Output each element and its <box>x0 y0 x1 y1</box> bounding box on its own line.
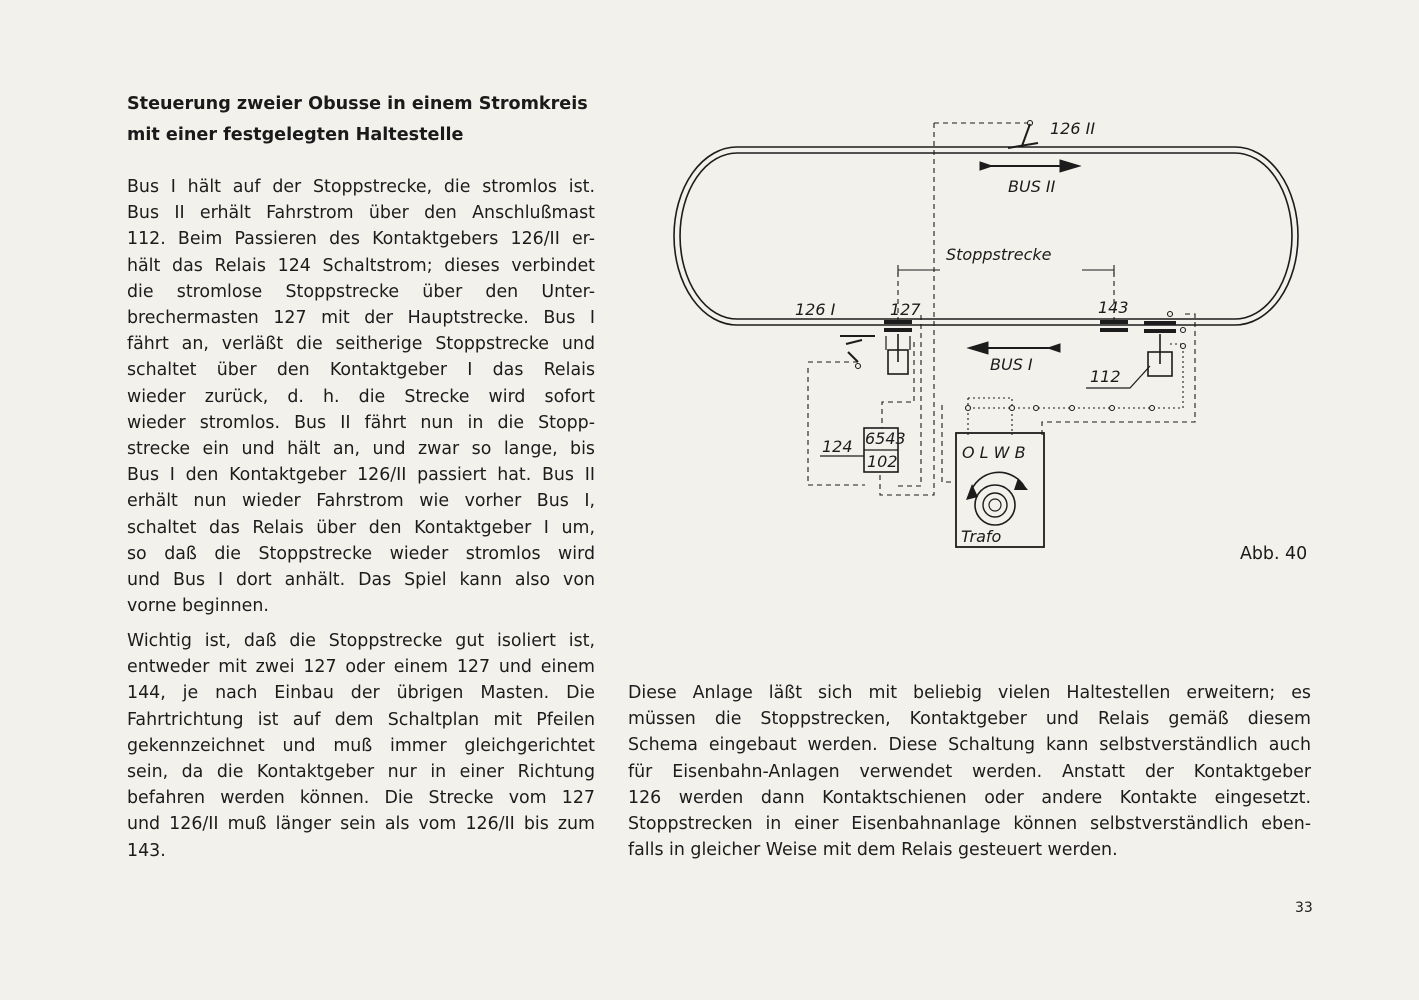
text-line: Bus II erhält Fahrstrom über den Anschlußmast <box>127 203 595 224</box>
label-126-1: 126 I <box>795 300 836 319</box>
text-line: schaltet über den Kontaktgeber I das Relais <box>127 360 595 381</box>
text-line: entweder mit zwei 127 oder einem 127 und einem <box>127 657 595 678</box>
label-124: 124 <box>822 437 853 456</box>
text-line: die stromlose Stoppstrecke über den Unter- <box>127 281 595 302</box>
text-line: Bus I den Kontaktgeber 126/II passiert hat. Bus II <box>127 465 595 486</box>
text-line: fährt an, verläßt die seitherige Stoppstrecke und <box>127 334 595 355</box>
text-line: falls in gleicher Weise mit dem Relais gesteuert werden. <box>628 840 1118 861</box>
label-112: 112 <box>1090 367 1121 386</box>
text-line: Diese Anlage läßt sich mit beliebig vielen Haltestellen erweitern; es <box>628 683 1311 703</box>
text-line: wieder zurück, d. h. die Strecke wird sofort <box>127 386 595 407</box>
text-line: Fahrtrichtung ist auf dem Schaltplan mit Pfeilen <box>127 709 595 730</box>
text-line: strecke ein und hält an, und zwar so lange, bis <box>127 439 595 460</box>
text-line: und 126/II muß länger sein als vom 126/II bis zum <box>127 814 595 835</box>
text-line: vorne beginnen. <box>127 596 269 617</box>
text-line: 143. <box>127 840 166 861</box>
mast-127 <box>884 322 912 374</box>
text-line: Bus I hält auf der Stoppstrecke, die stromlos ist. <box>127 177 595 197</box>
figure-caption: Abb. 40 <box>1240 544 1308 564</box>
text-line: Stoppstrecken in einer Eisenbahnanlage können selbstverständlich eben- <box>628 814 1311 835</box>
stoppstrecke-marker <box>898 265 1114 276</box>
text-line: brechermasten 127 mit der Hauptstrecke. Bus I <box>127 308 595 329</box>
text-line: sein, da die Kontaktgeber nur in einer Richtung <box>127 762 595 783</box>
label-olwb: O L W B <box>962 443 1026 462</box>
text-line: Schema eingebaut werden. Diese Schaltung kann selbstverständlich auch <box>628 735 1311 756</box>
contact-126-1 <box>840 336 875 362</box>
text-line: gekennzeichnet und muß immer gleichgerichtet <box>127 735 595 756</box>
text-line: erhält nun wieder Fahrstrom wie vorher Bus I, <box>127 491 595 512</box>
knob-arrows <box>966 478 1028 500</box>
text-line: Wichtig ist, daß die Stoppstrecke gut isoliert ist, <box>127 631 595 651</box>
label-trafo: Trafo <box>961 527 1002 546</box>
text-line: befahren werden können. Die Strecke vom 127 <box>127 788 595 809</box>
track-outer <box>674 147 1298 325</box>
text-line: wieder stromlos. Bus II fährt nun in die Stopp- <box>127 412 595 433</box>
text-line: für Eisenbahn-Anlagen verwendet werden. Anstatt der Kontaktgeber <box>628 761 1311 782</box>
text-line: 112. Beim Passieren des Kontaktgebers 126/II er- <box>127 229 595 250</box>
label-bus2: BUS II <box>1008 177 1056 196</box>
arrow-bus1 <box>968 342 1060 354</box>
label-143: 143 <box>1098 298 1129 317</box>
text-line: 144, je nach Einbau der übrigen Masten. Die <box>127 683 595 704</box>
heading-line-1: Steuerung zweier Obusse in einem Stromkreis <box>127 94 588 114</box>
label-102: 102 <box>867 452 898 471</box>
text-line: schaltet das Relais über den Kontaktgeber I um, <box>127 517 595 538</box>
text-line: hält das Relais 124 Schaltstrom; dieses verbindet <box>127 255 595 276</box>
text-line: so daß die Stoppstrecke wieder stromlos wird <box>127 543 595 564</box>
mast-143 <box>1100 322 1128 330</box>
text-line: und Bus I dort anhält. Das Spiel kann also von <box>127 570 595 591</box>
text-line: 126 werden dann Kontaktschienen oder andere Kontakte eingesetzt. <box>628 787 1311 808</box>
arrow-bus2 <box>980 160 1080 172</box>
label-stoppstrecke: Stoppstrecke <box>946 245 1052 264</box>
label-6543: 6543 <box>865 429 906 448</box>
label-127: 127 <box>890 300 921 319</box>
contact-126-2 <box>1008 124 1038 148</box>
text-line: müssen die Stoppstrecken, Kontaktgeber und Relais gemäß diesem <box>628 709 1311 730</box>
track-inner <box>680 153 1292 319</box>
heading-line-2: mit einer festgelegten Haltestelle <box>127 125 464 145</box>
label-bus1: BUS I <box>990 355 1033 374</box>
page-number: 33 <box>1295 900 1313 916</box>
label-126-2: 126 II <box>1050 119 1096 138</box>
